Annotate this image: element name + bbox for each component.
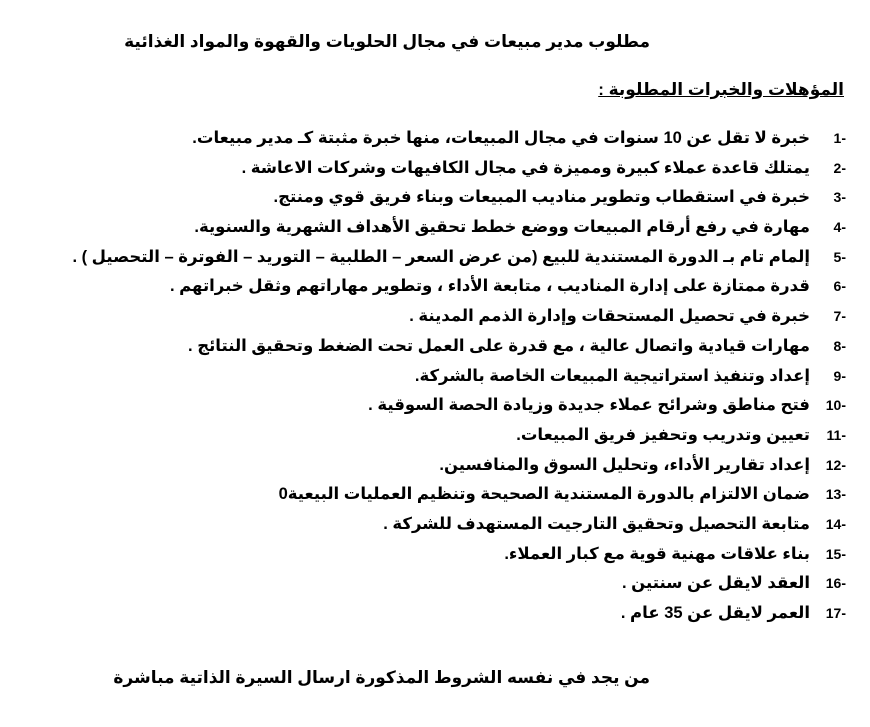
requirement-item [16,540,846,570]
requirement-item [16,421,846,451]
requirement-number: 9- [833,367,846,384]
requirement-text: خبرة في تحصيل المستحقات وإدارة الذمم المدينة . [409,307,810,326]
requirement-text: فتح مناطق وشرائح عملاء جديدة وزيادة الحصة السوقية . [368,396,810,415]
requirement-number: 13- [825,486,846,503]
requirement-number: 11- [826,426,846,443]
requirement-item [16,302,846,332]
requirement-item [16,510,846,540]
requirement-text: إعداد وتنفيذ استراتيجية المبيعات الخاصة بالشركة. [414,366,810,385]
requirement-number: 3- [833,189,846,206]
requirement-item [16,332,846,362]
requirement-text: قدرة ممتازة على إدارة المناديب ، متابعة الأداء ، وتطوير مهاراتهم وثقل خبراتهم . [169,277,810,296]
requirement-number: 16- [825,575,846,592]
requirement-item [16,154,846,184]
requirement-item [16,124,846,154]
requirement-number: 6- [833,278,846,295]
requirement-text: مهارات قيادية واتصال عالية ، مع قدرة على العمل تحت الضغط وتحقيق النتائج . [188,336,810,355]
requirement-item [16,599,846,629]
requirement-item [16,183,846,213]
requirement-number: 8- [833,337,846,354]
requirement-text: إلمام تام بـ الدورة المستندية للبيع (من عرض السعر – الطلبية – التوريد – الفوترة – التحصيل ) . [72,247,810,266]
requirement-number: 5- [833,248,846,265]
requirement-item [16,569,846,599]
requirement-item [16,391,846,421]
requirements-list [16,124,846,629]
requirement-item [16,243,846,273]
requirement-item [16,480,846,510]
requirement-item [16,213,846,243]
requirement-item [16,362,846,392]
requirement-text: متابعة التحصيل وتحقيق التارجيت المستهدف للشركة . [383,514,810,533]
requirement-number: 2- [833,159,846,176]
requirement-item [16,451,846,481]
requirement-number: 7- [833,308,846,325]
requirement-text: العقد لايقل عن سنتين . [622,574,810,593]
requirement-number: 4- [833,219,846,236]
requirement-number: 1- [833,130,846,146]
requirement-item [16,272,846,302]
requirement-number: 14- [825,515,846,532]
requirement-number: 12- [825,456,846,473]
job-title: مطلوب مدير مبيعات في مجال الحلويات والقهوة والمواد الغذائية [124,32,650,51]
application-note: من يجد في نفسه الشروط المذكورة ارسال السيرة الذاتية مباشرة [113,668,650,687]
requirement-text: مهارة في رفع أرقام المبيعات ووضع خطط تحقيق الأهداف الشهرية والسنوية. [194,218,810,237]
requirement-text: ضمان الالتزام بالدورة المستندية الصحيحة وتنظيم العمليات البيعية0 [278,485,810,504]
requirement-text: بناء علاقات مهنية قوية مع كبار العملاء. [504,544,810,563]
requirement-text: خبرة في استقطاب وتطوير مناديب المبيعات وبناء فريق قوي ومنتج. [273,188,810,207]
requirements-heading: المؤهلات والخبرات المطلوبة : [598,80,844,99]
requirement-text: تعيين وتدريب وتحفيز فريق المبيعات. [516,425,810,444]
requirement-text: العمر لايقل عن 35 عام . [620,604,810,622]
requirement-text: خبرة لا تقل عن 10 سنوات في مجال المبيعات، منها خبرة مثبتة كـ مدير مبيعات. [192,129,810,147]
requirement-number: 17- [825,605,846,621]
requirement-text: إعداد تقارير الأداء، وتحليل السوق والمنافسين. [439,455,810,474]
requirement-number: 15- [825,545,846,562]
requirement-text: يمتلك قاعدة عملاء كبيرة ومميزة في مجال الكافيهات وشركات الاعاشة . [241,158,810,177]
requirement-number: 10- [825,397,846,414]
